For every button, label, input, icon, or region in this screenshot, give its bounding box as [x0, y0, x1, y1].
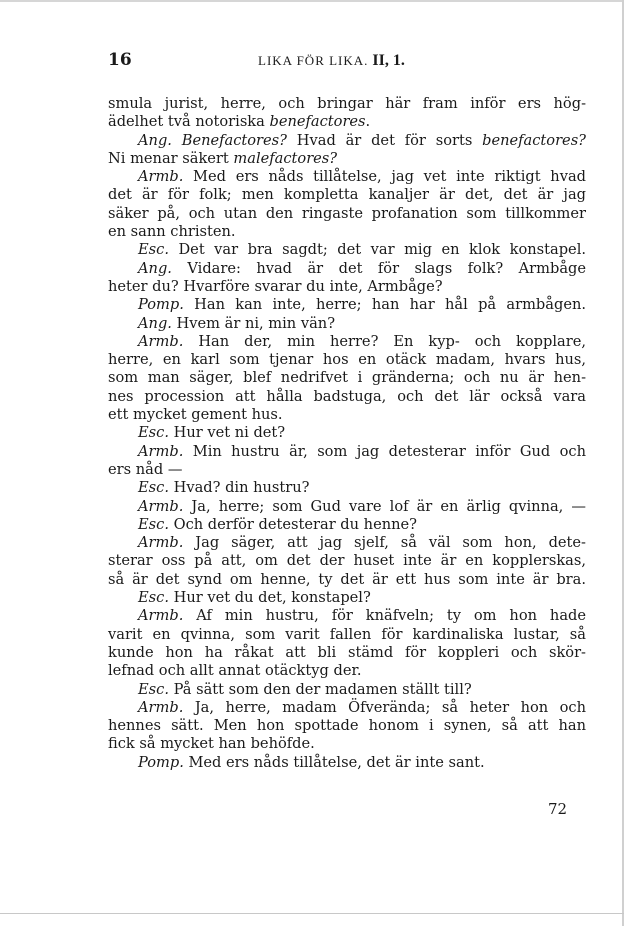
text-line: [108, 278, 586, 296]
text-line: [108, 132, 586, 150]
text-segment: Hur vet ni det?: [168, 424, 286, 442]
text-segment: hennes sätt. Men hon spottade honom i synen, så att han: [108, 717, 586, 735]
italic-segment: Ang.: [138, 314, 172, 332]
text-segment: ers nåd —: [108, 460, 183, 478]
text-segment: Hur vet du det, konstapel?: [168, 589, 371, 607]
text-segment: nes procession att hålla badstuga, och det lär också vara: [108, 387, 586, 405]
italic-segment: Esc.: [138, 680, 169, 698]
text-line: [108, 95, 586, 113]
text-segment: Ja, herre, madam Öfverända; så heter hon och: [183, 698, 586, 716]
italic-segment: Armb.: [138, 698, 184, 716]
text-segment: Ni menar säkert: [108, 149, 234, 167]
italic-segment: Benefactores?: [181, 131, 287, 149]
text-line: [108, 296, 586, 314]
text-segment: Hvad? din hustru?: [168, 479, 310, 497]
page-bottom-edge: [0, 913, 624, 914]
text-segment: en sann christen.: [108, 223, 236, 241]
text-segment: ett mycket gement hus.: [108, 406, 283, 424]
text-segment: Med ers nåds tillåtelse, jag vet inte riktigt hvad: [183, 168, 586, 186]
text-line: [108, 406, 586, 424]
italic-segment: Armb.: [138, 497, 184, 515]
text-line: [108, 113, 586, 131]
text-line: [108, 369, 586, 387]
text-segment: Och derför detesterar du henne?: [168, 515, 417, 533]
italic-segment: benefactores: [269, 113, 366, 131]
text-segment: så är det synd om henne, ty det är ett hus som inte är bra.: [108, 570, 586, 588]
text-segment: varit en qvinna, som varit fallen för kardinaliska lustar, så: [108, 625, 586, 643]
text-line: [108, 223, 586, 241]
text-segment: Min hustru är, som jag detesterar inför Gud och: [183, 442, 586, 460]
text-segment: Vidare: hvad är det för slags folk? Armbåge: [171, 259, 586, 277]
body-text: [108, 95, 586, 772]
text-segment: På sätt som den der madamen ställt till?: [168, 680, 472, 698]
text-line: [108, 681, 586, 699]
text-line: [108, 717, 586, 735]
running-header: [108, 50, 588, 74]
text-segment: fick så mycket han behöfde.: [108, 735, 315, 753]
text-segment: heter du? Hvarföre svarar du inte, Armbåge?: [108, 277, 443, 295]
italic-segment: Esc.: [138, 479, 169, 497]
italic-segment: malefactores?: [233, 149, 338, 167]
text-line: [108, 461, 586, 479]
text-line: [108, 571, 586, 589]
text-line: [108, 662, 586, 680]
text-line: [108, 754, 586, 772]
text-line: [108, 186, 586, 204]
text-line: [108, 735, 586, 753]
italic-segment: Ang.: [138, 259, 172, 277]
text-segment: lefnad och allt annat otäcktyg der.: [108, 662, 362, 680]
italic-segment: Pomp.: [138, 753, 184, 771]
italic-segment: Ang.: [138, 131, 172, 149]
text-line: [108, 626, 586, 644]
text-line: [108, 205, 586, 223]
italic-segment: Armb.: [138, 332, 184, 350]
text-line: [108, 424, 586, 442]
text-segment: herre, en karl som tjenar hos en otäck madam, hvars hus,: [108, 351, 586, 369]
text-line: [108, 552, 586, 570]
text-segment: säker på, och utan den ringaste profanation som tillkommer: [108, 204, 586, 222]
italic-segment: Esc.: [138, 515, 169, 533]
text-line: [108, 443, 586, 461]
signature-mark: 72: [548, 800, 568, 818]
text-segment: Han kan inte, herre; han har hål på armbågen.: [183, 296, 586, 314]
italic-segment: Armb.: [138, 442, 184, 460]
italic-segment: Armb.: [138, 607, 184, 625]
text-line: [108, 644, 586, 662]
text-segment: sterar oss på att, om det der huset inte är en kopplerskas,: [108, 552, 586, 570]
text-line: [108, 589, 586, 607]
text-line: [108, 607, 586, 625]
text-line: [108, 516, 586, 534]
running-title: [258, 52, 405, 70]
page-top-edge: [0, 0, 624, 2]
text-line: [108, 351, 586, 369]
text-segment: Han der, min herre? En kyp- och kopplare,: [183, 332, 586, 350]
text-segment: Af min hustru, för knäfveln; ty om hon hade: [183, 607, 586, 625]
text-line: [108, 241, 586, 259]
act-scene: II, 1.: [372, 52, 405, 69]
text-segment: Hvad är det för sorts: [286, 131, 483, 149]
text-segment: [172, 132, 182, 149]
text-segment: Jag säger, att jag sjelf, så väl som hon, dete-: [183, 534, 586, 552]
text-line: [108, 388, 586, 406]
italic-segment: Pomp.: [138, 296, 184, 314]
text-segment: .: [365, 113, 371, 131]
text-segment: som man säger, blef nedrifvet i gränderna; och nu är hen-: [108, 369, 586, 387]
text-line: [108, 333, 586, 351]
text-line: [108, 479, 586, 497]
text-segment: Hvem är ni, min vän?: [171, 314, 336, 332]
text-line: [108, 260, 586, 278]
text-line: [108, 699, 586, 717]
text-line: [108, 534, 586, 552]
text-segment: kunde hon ha råkat att bli stämd för koppleri och skör-: [108, 643, 586, 661]
text-line: [108, 498, 586, 516]
text-line: [108, 315, 586, 333]
text-line: [108, 168, 586, 186]
text-segment: ädelhet två notoriska: [108, 113, 270, 131]
text-line: [108, 150, 586, 168]
italic-segment: Esc.: [138, 589, 169, 607]
italic-segment: Armb.: [138, 168, 184, 186]
italic-segment: Esc.: [138, 241, 169, 259]
text-segment: Ja, herre; som Gud vare lof är en ärlig qvinna, —: [183, 497, 586, 515]
italic-segment: benefactores?: [482, 131, 587, 149]
text-segment: det är för folk; men kompletta kanaljer är det, det är jag: [108, 186, 586, 204]
running-title-text: LIKA FÖR LIKA.: [258, 53, 369, 68]
text-segment: smula jurist, herre, och bringar här fram inför ers hög-: [108, 95, 586, 112]
page-number: 16: [108, 50, 132, 70]
text-segment: Det var bra sagdt; det var mig en klok konstapel.: [168, 241, 586, 259]
italic-segment: Esc.: [138, 424, 169, 442]
text-segment: Med ers nåds tillåtelse, det är inte sant.: [183, 753, 485, 771]
italic-segment: Armb.: [138, 534, 184, 552]
